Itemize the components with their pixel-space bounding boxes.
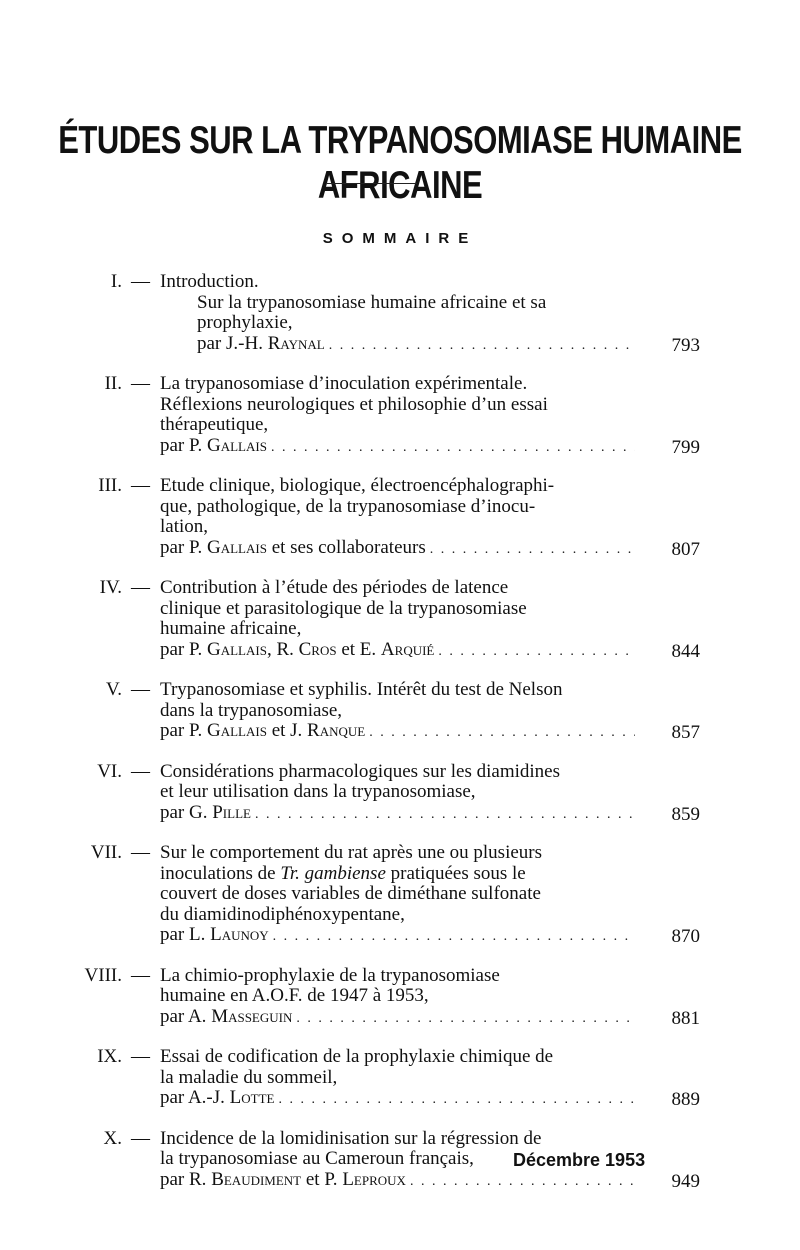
entry-dash: — [131,271,150,292]
dot-leader [329,336,635,357]
entry-title-line: inoculations de Tr. gambiense pratiquées sous le [160,862,526,884]
entry-title-line: Introduction. [160,271,259,292]
entry-title-line: La trypanosomiase d’inoculation expérimentale. [160,373,528,394]
entry-authors [160,1007,292,1028]
author-prefix: par L. [160,924,211,945]
author-name: Lotte [229,1087,275,1108]
page-number: 807 [671,538,700,560]
entry-byline [160,803,635,826]
page-number: 949 [671,1170,700,1192]
entry-number: VIII. [84,964,122,986]
entry-byline [160,538,635,561]
toc-entry [0,966,800,1030]
entry-authors [160,803,251,824]
entry-byline [160,640,635,663]
entry-number: I. [110,271,122,292]
entry-body [160,966,635,1030]
entry-authors [160,1170,406,1191]
entry-dash: — [131,760,150,782]
entry-title-line: thérapeutique, [160,414,269,435]
entry-dash: — [131,373,150,394]
author-prefix: par P. [160,536,207,558]
toc-entry [0,1047,800,1111]
dot-leader [278,1090,635,1111]
author-prefix: et J. [266,720,308,741]
entry-byline [160,1170,635,1193]
author-prefix: par P. [160,638,207,660]
entry-body [160,578,635,662]
entry-authors [197,334,325,355]
author-prefix: par G. [160,801,213,823]
toc-entry [0,476,800,560]
entry-title-line: Contribution à l’étude des périodes de latence [160,577,509,598]
table-of-contents [0,272,800,1210]
entry-title-line: Essai de codification de la prophylaxie chimique de [160,1046,554,1067]
entry-title-line: clinique et parasitologique de la trypanosomiase [160,597,527,619]
entry-body [160,374,635,458]
entry-dash: — [131,964,150,986]
entry-body [160,762,635,826]
title-divider [327,183,417,184]
page-number: 857 [671,722,700,743]
entry-number: VII. [90,842,122,863]
toc-entry [0,578,800,662]
author-name: Masseguin [211,1005,293,1027]
author-name: Beaudiment [211,1168,302,1190]
dot-leader [255,805,635,826]
dot-leader [438,642,635,663]
author-prefix: par P. [160,434,207,456]
toc-entry [0,680,800,744]
entry-number: IX. [97,1046,122,1067]
author-name: Gallais [206,720,267,741]
entry-authors [160,925,269,946]
page-number: 859 [671,803,700,825]
author-name: Launoy [210,924,269,945]
section-heading: SOMMAIRE [322,230,478,247]
author-prefix: par P. [160,720,207,741]
entry-title-line: lation, [160,516,209,537]
entry-body [160,476,635,560]
entry-dash: — [131,1127,150,1149]
entry-number: VI. [97,760,122,782]
author-prefix: et E. [336,638,381,660]
entry-number: III. [98,475,122,496]
entry-title-line: et leur utilisation dans la trypanosomiase, [160,781,476,802]
page-number: 799 [671,436,700,458]
entry-dash: — [131,679,150,700]
entry-body [160,680,635,744]
author-prefix: par R. [160,1168,212,1190]
entry-authors [160,1088,274,1109]
issue-date: Décembre 1953 [513,1150,646,1170]
entry-byline [160,925,635,948]
author-prefix: par J.-H. [197,332,268,354]
author-name: Arquié [380,638,435,660]
author-name: Cros [298,638,337,660]
dot-leader [296,1009,635,1030]
author-prefix: par A.-J. [160,1087,230,1108]
entry-title-line: dans la trypanosomiase, [160,699,343,721]
author-name: Leproux [342,1168,406,1190]
entry-byline [160,1007,635,1030]
entry-body [160,1047,635,1111]
author-name: Gallais [206,638,267,660]
entry-authors [160,640,434,661]
entry-title-line: humaine africaine, [160,618,302,639]
dot-leader [430,540,635,561]
toc-entry [0,843,800,948]
toc-entry [0,374,800,458]
entry-byline [160,334,635,357]
page-number: 870 [671,926,700,947]
author-prefix: et P. [301,1168,343,1190]
entry-title-line: la maladie du sommeil, [160,1066,338,1088]
author-prefix: et ses collaborateurs [266,536,426,558]
entry-title-line: prophylaxie, [197,312,293,333]
entry-dash: — [131,842,150,863]
author-name: Pille [212,801,251,823]
toc-entry [0,762,800,826]
entry-authors [160,538,426,559]
page-number: 844 [671,640,700,662]
entry-title-line: la trypanosomiase au Cameroun français, [160,1148,474,1169]
entry-authors [160,721,365,742]
entry-title-line: Incidence de la lomidinisation sur la régression de [160,1127,542,1149]
author-name: Gallais [206,536,267,558]
entry-number: V. [105,679,122,700]
dot-leader [271,438,635,459]
entry-title-line: Sur le comportement du rat après une ou plusieurs [160,842,543,863]
page-number: 889 [671,1089,700,1110]
author-name: Raynal [267,332,325,354]
document-title: ÉTUDES SUR LA TRYPANOSOMIASE HUMAINE AFRICAINE [58,118,742,207]
entry-number: X. [103,1127,122,1149]
entry-title-line: Réflexions neurologiques et philosophie d’un essai [160,393,548,415]
entry-number: II. [104,373,122,394]
author-name: Ranque [307,720,366,741]
dot-leader [369,723,635,744]
author-prefix: par A. [160,1005,212,1027]
entry-title-line: Etude clinique, biologique, électroencéphalographi- [160,475,555,496]
entry-dash: — [131,577,150,598]
entry-title-line: Sur la trypanosomiase humaine africaine et sa [197,291,547,313]
entry-title-line: La chimio-prophylaxie de la trypanosomiase [160,964,500,986]
entry-body [160,843,635,948]
entry-title-line: Considérations pharmacologiques sur les diamidines [160,760,560,782]
entry-dash: — [131,1046,150,1067]
entry-title-line: couvert de doses variables de diméthane sulfonate [160,883,541,904]
author-name: Gallais [206,434,267,456]
toc-entry [0,272,800,356]
author-prefix: , R. [266,638,299,660]
toc-entry [0,1129,800,1193]
entry-number: IV. [99,577,122,598]
entry-title-line: du diamidinodiphénoxypentane, [160,903,405,925]
entry-title-line: que, pathologique, de la trypanosomiase d’inocu- [160,495,536,517]
dot-leader [410,1172,635,1193]
entry-byline [160,436,635,459]
entry-body [160,272,635,356]
dot-leader [273,927,635,948]
entry-byline [160,1088,635,1111]
entry-authors [160,436,267,457]
entry-title-line: Trypanosomiase et syphilis. Intérêt du test de Nelson [160,679,563,700]
entry-dash: — [131,475,150,496]
page-number: 793 [671,334,700,356]
page-number: 881 [671,1007,700,1029]
entry-title-line: humaine en A.O.F. de 1947 à 1953, [160,985,429,1006]
entry-byline [160,721,635,744]
